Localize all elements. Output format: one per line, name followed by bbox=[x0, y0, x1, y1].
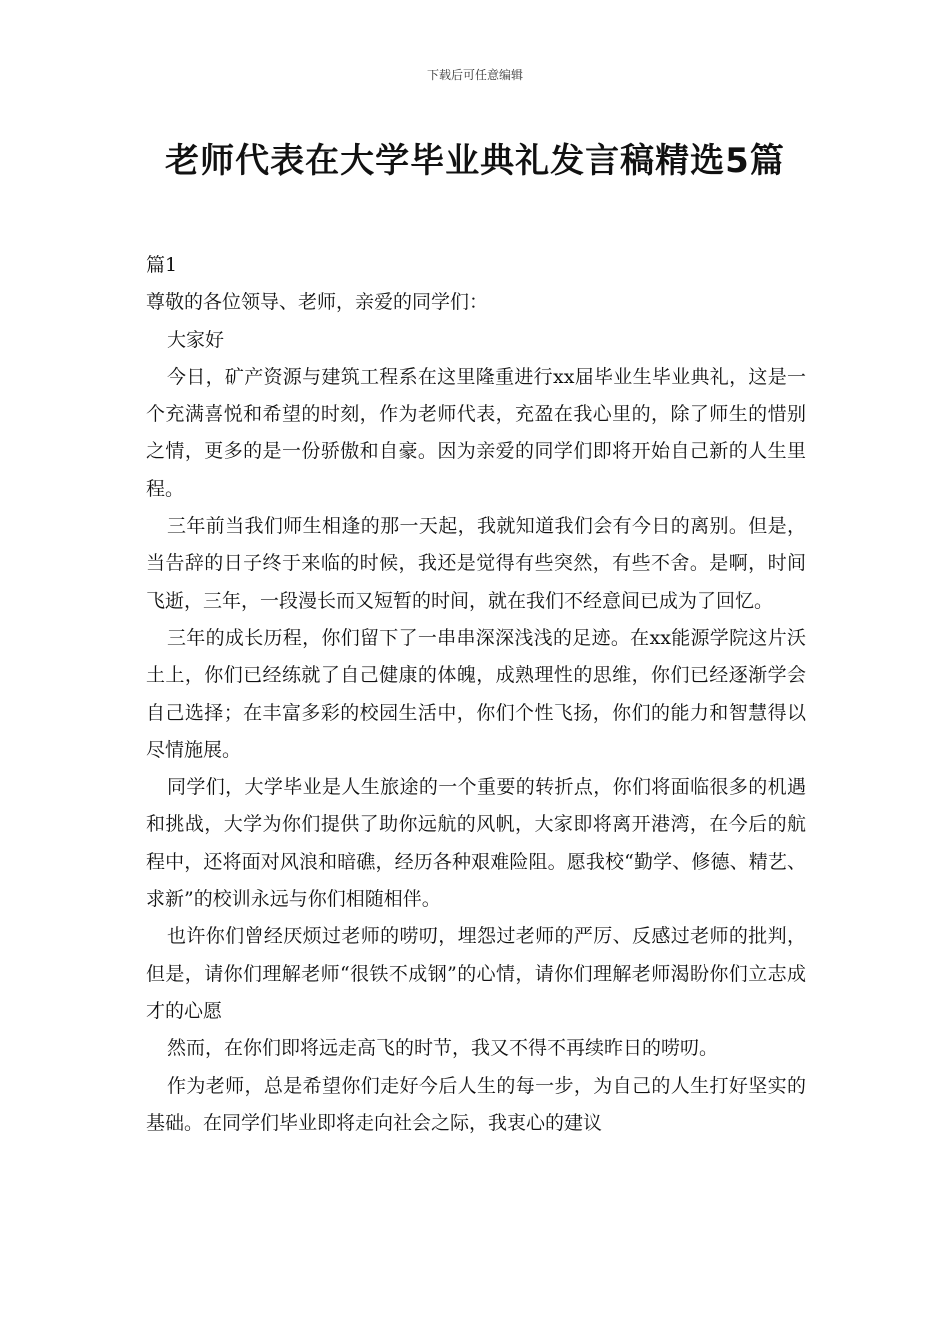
section-label: 篇1 bbox=[146, 254, 178, 276]
paragraph: 三年的成长历程，你们留下了一串串深深浅浅的足迹。在xx能源学院这片沃土上，你们已经练就了自己健康的体魄，成熟理性的思维，你们已经逐渐学会自己选择；在丰富多彩的校园生活中，你们个性飞扬，你们的能力和智慧得以尽情施展。 bbox=[146, 626, 806, 761]
paragraph: 三年前当我们师生相逢的那一天起，我就知道我们会有今日的离别。但是，当告辞的日子终于来临的时候，我还是觉得有些突然，有些不舍。是啊，时间飞逝，三年，一段漫长而又短暂的时间，就在我们不经意间已成为了回忆。 bbox=[146, 515, 806, 612]
document-body bbox=[146, 247, 806, 1142]
header-note: 下载后可任意编辑 bbox=[426, 68, 523, 82]
greeting: 大家好 bbox=[167, 328, 225, 351]
paragraph: 今日，矿产资源与建筑工程系在这里隆重进行xx届毕业生毕业典礼，这是一个充满喜悦和希望的时刻，作为老师代表，充盈在我心里的，除了师生的惜别之情，更多的是一份骄傲和自豪。因为亲爱的同学们即将开始自己新的人生里程。 bbox=[146, 365, 806, 500]
paragraph: 作为老师，总是希望你们走好今后人生的每一步，为自己的人生打好坚实的基础。在同学们毕业即将走向社会之际，我衷心的建议 bbox=[146, 1074, 806, 1134]
document-title: 老师代表在大学毕业典礼发言稿精选5篇 bbox=[165, 141, 785, 181]
paragraph: 同学们，大学毕业是人生旅途的一个重要的转折点，你们将面临很多的机遇和挑战，大学为你们提供了助你远航的风帆，大家即将离开港湾，在今后的航程中，还将面对风浪和暗礁，经历各种艰难险阻。愿我校“勤学、修德、精艺、求新”的校训永远与你们相随相伴。 bbox=[146, 776, 806, 911]
paragraph: 也许你们曾经厌烦过老师的唠叨，埋怨过老师的严厉、反感过老师的批判，但是，请你们理解老师“很铁不成钢”的心情，请你们理解老师渴盼你们立志成才的心愿 bbox=[146, 925, 806, 1022]
paragraph: 然而，在你们即将远走高飞的时节，我又不得不再续昨日的唠叨。 bbox=[167, 1037, 719, 1060]
salutation: 尊敬的各位领导、老师，亲爱的同学们： bbox=[146, 291, 489, 314]
